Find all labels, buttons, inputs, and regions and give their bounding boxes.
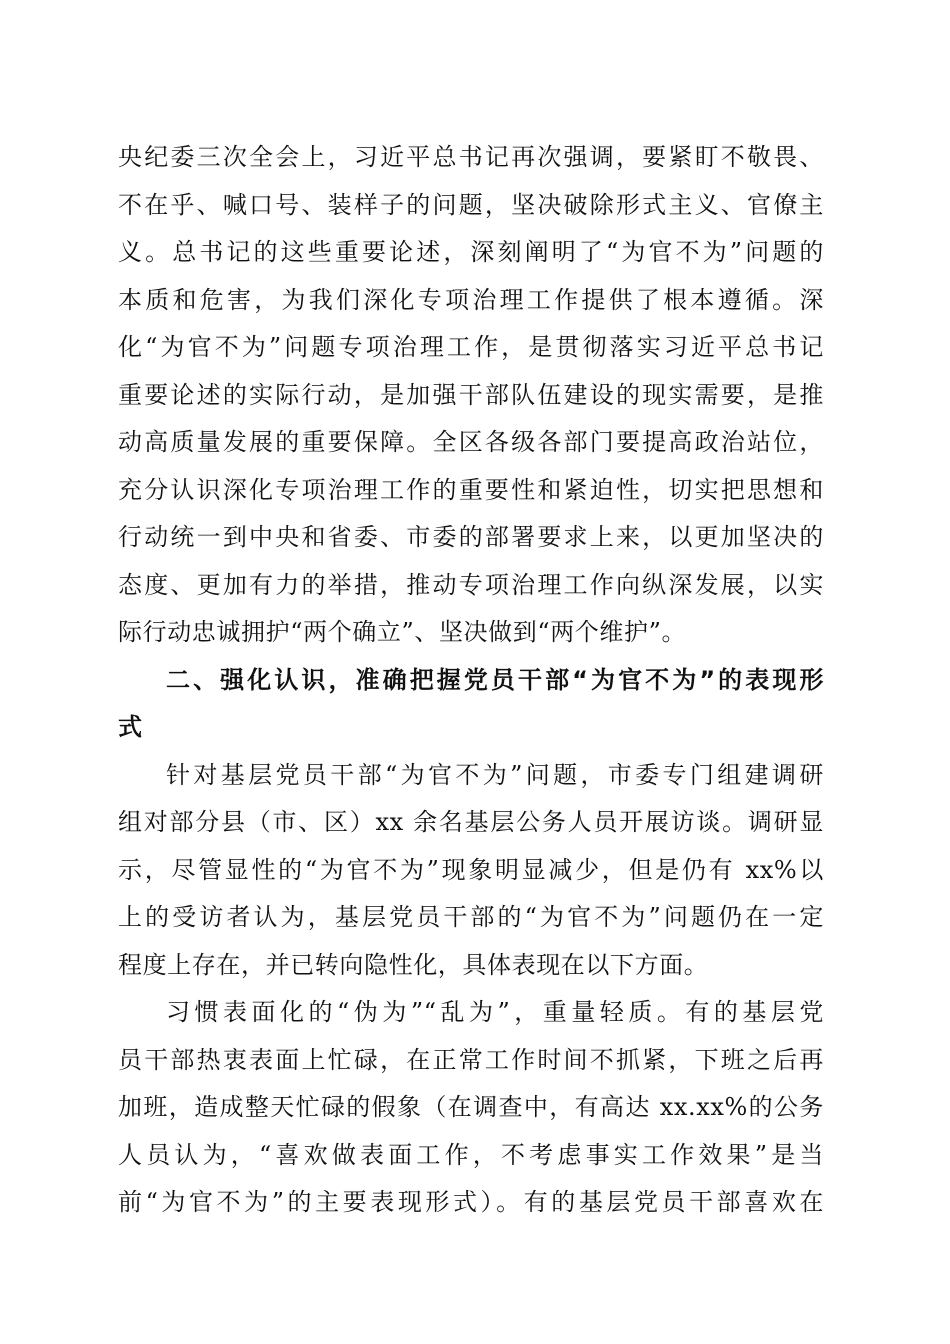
paragraph-line: 态度、更加有力的举措，推动专项治理工作向纵深发展，以实 bbox=[118, 570, 824, 599]
document-body bbox=[118, 134, 824, 1227]
paragraph-line: 央纪委三次全会上，习近平总书记再次强调，要紧盯不敬畏、 bbox=[118, 143, 824, 171]
paragraph-line: 本质和危害，为我们深化专项治理工作提供了根本遵循。深 bbox=[118, 285, 824, 314]
paragraph-line: 加班，造成整天忙碌的假象（在调查中，有高达 xx.xx%的公务 bbox=[118, 1093, 824, 1121]
paragraph-1 bbox=[118, 134, 824, 657]
paragraph-line: 义。总书记的这些重要论述，深刻阐明了“为官不为”问题的 bbox=[118, 238, 824, 266]
paragraph-line: 习惯表面化的“伪为”“乱为”，重量轻质。有的基层党 bbox=[166, 998, 824, 1026]
section-heading-2 bbox=[118, 657, 824, 752]
paragraph-line: 上的受访者认为，基层党员干部的“为官不为”问题仍在一定 bbox=[118, 903, 824, 931]
paragraph-line: 不在乎、喊口号、装样子的问题，坚决破除形式主义、官僚主 bbox=[118, 190, 824, 219]
paragraph-line: 行动统一到中央和省委、市委的部署要求上来，以更加坚决的 bbox=[118, 523, 824, 551]
paragraph-line: 化“为官不为”问题专项治理工作，是贯彻落实习近平总书记 bbox=[118, 333, 824, 361]
paragraph-2 bbox=[118, 752, 824, 990]
paragraph-line: 程度上存在，并已转向隐性化，具体表现在以下方面。 bbox=[118, 950, 709, 979]
paragraph-line: 组对部分县（市、区）xx 余名基层公务人员开展访谈。调研显 bbox=[118, 808, 824, 836]
paragraph-line: 重要论述的实际行动，是加强干部队伍建设的现实需要，是推 bbox=[118, 380, 824, 409]
paragraph-line: 人员认为，“喜欢做表面工作，不考虑事实工作效果”是当 bbox=[118, 1140, 824, 1169]
paragraph-line: 际行动忠诚拥护“两个确立”、坚决做到“两个维护”。 bbox=[118, 618, 687, 646]
paragraph-line: 员干部热衷表面上忙碌，在正常工作时间不抓紧，下班之后再 bbox=[118, 1045, 824, 1074]
heading-line: 二、强化认识，准确把握党员干部“为官不为”的表现形 bbox=[166, 665, 824, 694]
paragraph-line: 示，尽管显性的“为官不为”现象明显减少，但是仍有 xx%以 bbox=[118, 855, 824, 884]
paragraph-line: 针对基层党员干部“为官不为”问题，市委专门组建调研 bbox=[166, 760, 824, 789]
paragraph-3 bbox=[118, 989, 824, 1227]
paragraph-line: 充分认识深化专项治理工作的重要性和紧迫性，切实把思想和 bbox=[118, 475, 824, 504]
paragraph-line: 动高质量发展的重要保障。全区各级各部门要提高政治站位， bbox=[118, 428, 824, 456]
paragraph-line: 前“为官不为”的主要表现形式）。有的基层党员干部喜欢在 bbox=[118, 1188, 824, 1216]
heading-line: 式 bbox=[118, 713, 143, 741]
